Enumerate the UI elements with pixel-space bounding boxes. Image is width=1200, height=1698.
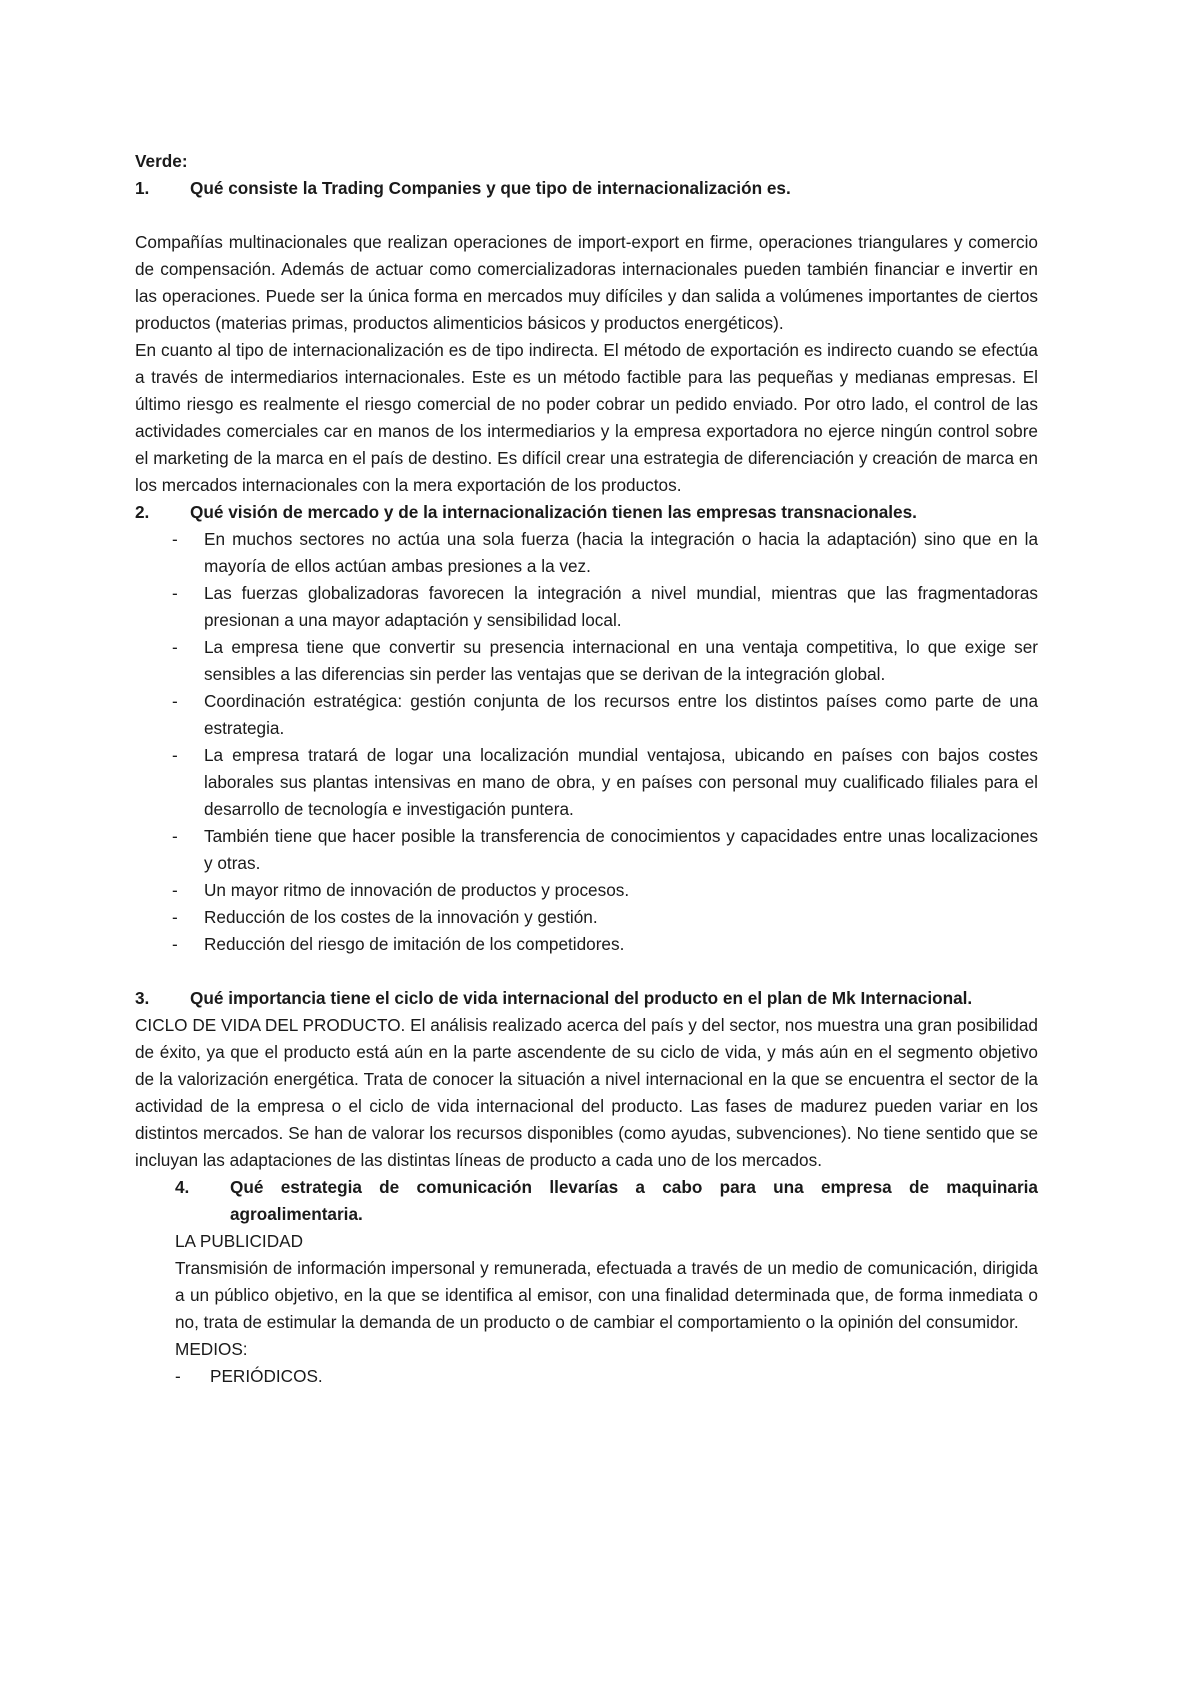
question-4-section [135, 1174, 1038, 1390]
list-item [135, 904, 1038, 931]
list-item [135, 877, 1038, 904]
question-text: Qué visión de mercado y de la internacionalización tienen las empresas transnacionales. [190, 502, 917, 522]
dash-marker: - [175, 1366, 181, 1386]
question-number: 2. [135, 502, 150, 522]
question-number: 4. [175, 1177, 190, 1197]
list-item [175, 1363, 1038, 1390]
page-heading: Verde: [135, 151, 188, 171]
list-item-text: Coordinación estratégica: gestión conjunta de los recursos entre los distintos países como parte de una estrategia. [204, 691, 1038, 738]
q2-bullet-list [135, 526, 1038, 958]
question-number: 1. [135, 178, 150, 198]
dash-marker: - [172, 691, 178, 711]
dash-marker: - [172, 880, 178, 900]
list-item-text: En muchos sectores no actúa una sola fuerza (hacia la integración o hacia la adaptación) sino que en la mayoría de ellos actúan ambas presiones a la vez. [204, 529, 1038, 576]
dash-marker: - [172, 583, 178, 603]
blank-line [135, 202, 1038, 229]
question-3-title [135, 985, 1038, 1012]
list-item [135, 688, 1038, 742]
list-item-text: PERIÓDICOS. [210, 1366, 323, 1386]
dash-marker: - [172, 907, 178, 927]
q4-paragraph: Transmisión de información impersonal y remunerada, efectuada a través de un medio de comunicación, dirigida a un público objetivo, en la que se identifica al emisor, con una finalidad determinada que, de forma inmediata o no, trata de estimular la demanda de un producto o de cambiar el comportamiento o la opinión del consumidor. [175, 1258, 1038, 1332]
dash-marker: - [172, 826, 178, 846]
question-text: Qué consiste la Trading Companies y que tipo de internacionalización es. [190, 178, 791, 198]
question-text: Qué estrategia de comunicación llevarías a cabo para una empresa de maquinaria agroalimentaria. [230, 1177, 1038, 1224]
list-item-text: También tiene que hacer posible la transferencia de conocimientos y capacidades entre unas localizaciones y otras. [204, 826, 1038, 873]
q4-subheading: LA PUBLICIDAD [175, 1231, 303, 1251]
list-item-text: La empresa tiene que convertir su presencia internacional en una ventaja competitiva, lo que exige ser sensibles a las diferencias sin perder las ventajas que se derivan de la integración global. [204, 637, 1038, 684]
q1-paragraph-2: En cuanto al tipo de internacionalización es de tipo indirecta. El método de exportación es indirecto cuando se efectúa a través de intermediarios internacionales. Este es un método factible para las pequeñas y medianas empresas. El último riesgo es realmente el riesgo comercial de no poder cobrar un pedido enviado. Por otro lado, el control de las actividades comerciales car en manos de los intermediarios y la empresa exportadora no ejerce ningún control sobre el marketing de la marca en el país de destino. Es difícil crear una estrategia de diferenciación y creación de marca en los mercados internacionales con la mera exportación de los productos. [135, 340, 1038, 495]
q4-medios-label: MEDIOS: [175, 1339, 248, 1359]
list-item-text: Las fuerzas globalizadoras favorecen la integración a nivel mundial, mientras que las fragmentadoras presionan a una mayor adaptación y sensibilidad local. [204, 583, 1038, 630]
list-item [135, 823, 1038, 877]
question-4-title [175, 1174, 1038, 1228]
list-item-text: Reducción de los costes de la innovación y gestión. [204, 907, 598, 927]
q1-paragraph-1: Compañías multinacionales que realizan operaciones de import-export en firme, operaciones triangulares y comercio de compensación. Además de actuar como comercializadoras internacionales pueden también financiar e invertir en las operaciones. Puede ser la única forma en mercados muy difíciles y dan salida a volúmenes importantes de ciertos productos (materias primas, productos alimenticios básicos y productos energéticos). [135, 232, 1038, 333]
blank-line [135, 958, 1038, 985]
list-item [135, 526, 1038, 580]
question-2-title [135, 499, 1038, 526]
list-item [135, 634, 1038, 688]
q3-paragraph: CICLO DE VIDA DEL PRODUCTO. El análisis realizado acerca del país y del sector, nos muestra una gran posibilidad de éxito, ya que el producto está aún en la parte ascendente de su ciclo de vida, y más aún en el segmento objetivo de la valorización energética. Trata de conocer la situación a nivel internacional en la que se encuentra el sector de la actividad de la empresa o el ciclo de vida internacional del producto. Las fases de madurez pueden variar en los distintos mercados. Se han de valorar los recursos disponibles (como ayudas, subvenciones). No tiene sentido que se incluyan las adaptaciones de las distintas líneas de producto a cada uno de los mercados. [135, 1015, 1038, 1170]
question-number: 3. [135, 988, 150, 1008]
list-item [135, 580, 1038, 634]
q4-medios-list [175, 1363, 1038, 1390]
question-1-title [135, 175, 1038, 202]
list-item-text: Reducción del riesgo de imitación de los competidores. [204, 934, 625, 954]
dash-marker: - [172, 934, 178, 954]
list-item [135, 931, 1038, 958]
dash-marker: - [172, 529, 178, 549]
list-item [135, 742, 1038, 823]
list-item-text: Un mayor ritmo de innovación de productos y procesos. [204, 880, 630, 900]
list-item-text: La empresa tratará de logar una localización mundial ventajosa, ubicando en países con bajos costes laborales sus plantas intensivas en mano de obra, y en países con personal muy cualificado filiales para el desarrollo de tecnología e investigación puntera. [204, 745, 1038, 819]
dash-marker: - [172, 745, 178, 765]
dash-marker: - [172, 637, 178, 657]
question-text: Qué importancia tiene el ciclo de vida internacional del producto en el plan de Mk Internacional. [190, 988, 973, 1008]
